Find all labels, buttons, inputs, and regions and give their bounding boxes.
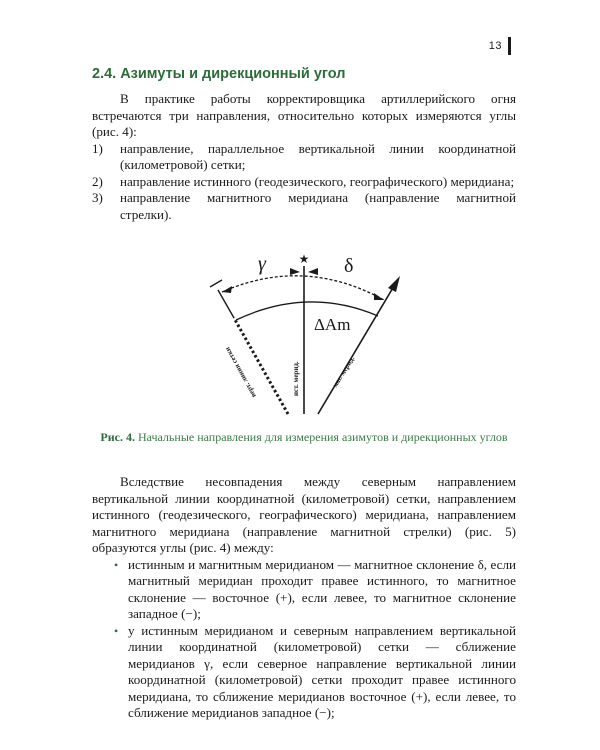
list-item-text: направление магнитного меридиана (направление магнитной стрелки). bbox=[120, 190, 516, 222]
bullet-icon: • bbox=[114, 623, 119, 638]
angles-list bbox=[114, 557, 516, 722]
arc-arrow-right bbox=[374, 293, 384, 300]
list-item-number: 3) bbox=[92, 190, 103, 205]
intro-block bbox=[92, 91, 516, 223]
arc-arrow-mid-right bbox=[308, 268, 318, 275]
magnetic-meridian-line bbox=[318, 286, 394, 414]
grid-line-upper bbox=[218, 290, 234, 318]
page-number: 13 bbox=[488, 40, 502, 52]
list-item bbox=[114, 623, 516, 722]
inner-arc bbox=[236, 302, 378, 320]
list-item-text: истинным и магнитным меридианом — магнитное склонение δ, если магнитный меридиан проходит правее истинного, то магнитное склонение — восточное (+), если левее, то магнитное склонение западное (−); bbox=[128, 556, 516, 621]
body-block bbox=[92, 474, 516, 722]
gamma-label: γ bbox=[258, 253, 266, 275]
list-item bbox=[92, 174, 516, 191]
list-item-text: у истинным меридианом и северным направлением вертикальной линии координатной (километровой) сетки — сближение меридианов γ, если северное направление вертикальной линии координатной (километровой) сетки проходит правее истинного меридиана, то сближение меридианов восточное (+), если левее, то сближение меридианов западное (−); bbox=[128, 622, 516, 720]
delta-label: δ bbox=[344, 255, 354, 277]
intro-paragraph: В практике работы корректировщика артиллерийского огня встречаются три направления, относительно которых измеряются углы (рис. 4): bbox=[92, 91, 516, 139]
list-item bbox=[114, 557, 516, 623]
list-item-text: направление истинного (геодезического, географического) меридиана; bbox=[120, 173, 515, 189]
list-item bbox=[92, 190, 516, 223]
directions-diagram bbox=[196, 246, 422, 424]
bullet-icon: • bbox=[114, 557, 119, 572]
grid-line-tick bbox=[210, 280, 222, 287]
list-item-number: 1) bbox=[92, 140, 103, 156]
figure-directions-diagram bbox=[196, 246, 422, 424]
grid-line bbox=[234, 318, 288, 414]
section-title: 2.4. Азимуты и дирекционный угол bbox=[92, 66, 346, 82]
label-grid-line: верт. линия сетки bbox=[223, 345, 258, 399]
magnetic-arrow-head bbox=[388, 276, 400, 292]
list-item-number: 2) bbox=[92, 173, 103, 189]
page-number-bar bbox=[508, 37, 511, 55]
star-icon: ★ bbox=[298, 252, 310, 266]
arc-arrow-left bbox=[222, 286, 232, 293]
outer-arc bbox=[222, 276, 384, 300]
body-paragraph: Вследствие несовпадения между северным направлением вертикальной линии координатной (километровой) сетки, направлением истинного (геодезического, географического) меридиана, направлением магнитного меридиана (направление магнитной стрелки) (рис. 5) образуются углы (рис. 4) между: bbox=[92, 474, 516, 555]
arc-arrow-mid-left bbox=[290, 268, 300, 275]
list-item bbox=[92, 141, 516, 174]
figure-caption-label: Рис. 4. bbox=[100, 430, 135, 444]
label-true-meridian: ист. мерид. bbox=[292, 361, 300, 396]
delta-am-label: ΔAm bbox=[314, 315, 351, 334]
label-magnetic-meridian: маг. мерид. bbox=[330, 354, 357, 390]
figure-caption-text: Начальные направления для измерения азимутов и дирекционных углов bbox=[137, 430, 508, 444]
directions-list bbox=[92, 141, 516, 224]
figure-caption bbox=[92, 430, 516, 444]
list-item-text: направление, параллельное вертикальной линии координатной (километровой) сетки; bbox=[120, 140, 516, 172]
